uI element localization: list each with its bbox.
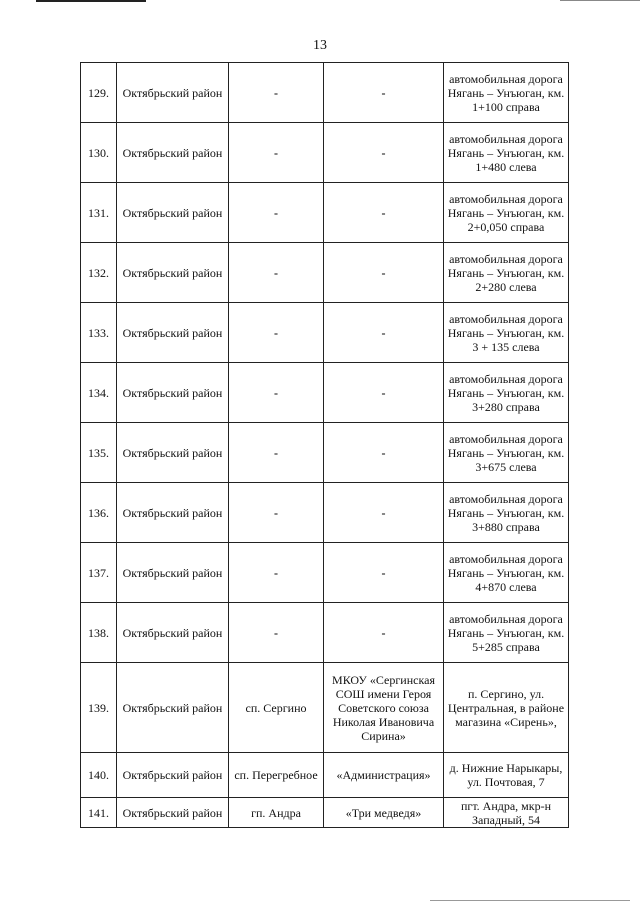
- page-number: 13: [313, 38, 327, 53]
- district-cell: Октябрьский район: [117, 183, 229, 243]
- district-cell: Октябрьский район: [117, 543, 229, 603]
- location-cell: автомобильная дорога Нягань – Унъюган, км. 1+100 справа: [444, 63, 569, 123]
- table-row: [81, 63, 569, 123]
- row-number: 130.: [81, 123, 117, 183]
- settlement-cell: -: [229, 423, 324, 483]
- row-number: 134.: [81, 363, 117, 423]
- settlement-cell: сп. Сергино: [229, 663, 324, 753]
- row-number: 129.: [81, 63, 117, 123]
- table-row: [81, 483, 569, 543]
- row-number: 140.: [81, 753, 117, 798]
- object-cell: -: [324, 543, 444, 603]
- row-number: 136.: [81, 483, 117, 543]
- location-cell: пгт. Андра, мкр-н Западный, 54: [444, 798, 569, 828]
- location-cell: автомобильная дорога Нягань – Унъюган, км. 2+280 слева: [444, 243, 569, 303]
- location-cell: автомобильная дорога Нягань – Унъюган, км. 4+870 слева: [444, 543, 569, 603]
- location-cell: автомобильная дорога Нягань – Унъюган, км. 2+0,050 справа: [444, 183, 569, 243]
- row-number: 132.: [81, 243, 117, 303]
- object-cell: -: [324, 363, 444, 423]
- scan-artifact-bottom: [430, 900, 630, 901]
- district-cell: Октябрьский район: [117, 663, 229, 753]
- location-cell: автомобильная дорога Нягань – Унъюган, км. 3+880 справа: [444, 483, 569, 543]
- object-cell: -: [324, 483, 444, 543]
- location-cell: автомобильная дорога Нягань – Унъюган, км. 3+675 слева: [444, 423, 569, 483]
- location-cell: п. Сергино, ул. Центральная, в районе магазина «Сирень»,: [444, 663, 569, 753]
- row-number: 137.: [81, 543, 117, 603]
- settlement-cell: -: [229, 123, 324, 183]
- row-number: 141.: [81, 798, 117, 828]
- row-number: 135.: [81, 423, 117, 483]
- district-cell: Октябрьский район: [117, 363, 229, 423]
- settlement-cell: -: [229, 543, 324, 603]
- object-cell: -: [324, 423, 444, 483]
- location-cell: автомобильная дорога Нягань – Унъюган, км. 5+285 справа: [444, 603, 569, 663]
- row-number: 139.: [81, 663, 117, 753]
- district-cell: Октябрьский район: [117, 753, 229, 798]
- settlement-cell: -: [229, 603, 324, 663]
- object-cell: -: [324, 183, 444, 243]
- district-cell: Октябрьский район: [117, 423, 229, 483]
- scan-artifact-top-right: [560, 0, 640, 1]
- table-row: [81, 123, 569, 183]
- table-row: [81, 798, 569, 828]
- location-cell: автомобильная дорога Нягань – Унъюган, км. 3 + 135 слева: [444, 303, 569, 363]
- table-row: [81, 603, 569, 663]
- row-number: 131.: [81, 183, 117, 243]
- table-row: [81, 423, 569, 483]
- object-cell: -: [324, 123, 444, 183]
- district-cell: Октябрьский район: [117, 63, 229, 123]
- table-row: [81, 243, 569, 303]
- settlement-cell: сп. Перегребное: [229, 753, 324, 798]
- table-row: [81, 663, 569, 753]
- settlement-cell: -: [229, 483, 324, 543]
- object-cell: «Администрация»: [324, 753, 444, 798]
- settlement-cell: -: [229, 183, 324, 243]
- row-number: 138.: [81, 603, 117, 663]
- district-cell: Октябрьский район: [117, 483, 229, 543]
- table-row: [81, 303, 569, 363]
- locations-table: [80, 62, 569, 828]
- district-cell: Октябрьский район: [117, 603, 229, 663]
- row-number: 133.: [81, 303, 117, 363]
- district-cell: Октябрьский район: [117, 303, 229, 363]
- settlement-cell: -: [229, 363, 324, 423]
- settlement-cell: -: [229, 303, 324, 363]
- object-cell: -: [324, 303, 444, 363]
- location-cell: автомобильная дорога Нягань – Унъюган, км. 1+480 слева: [444, 123, 569, 183]
- table-row: [81, 543, 569, 603]
- object-cell: «Три медведя»: [324, 798, 444, 828]
- object-cell: -: [324, 603, 444, 663]
- settlement-cell: -: [229, 243, 324, 303]
- district-cell: Октябрьский район: [117, 243, 229, 303]
- table-row: [81, 183, 569, 243]
- object-cell: МКОУ «Сергинская СОШ имени Героя Советского союза Николая Ивановича Сирина»: [324, 663, 444, 753]
- district-cell: Октябрьский район: [117, 123, 229, 183]
- table-row: [81, 753, 569, 798]
- object-cell: -: [324, 243, 444, 303]
- settlement-cell: гп. Андра: [229, 798, 324, 828]
- table-row: [81, 363, 569, 423]
- location-cell: автомобильная дорога Нягань – Унъюган, км. 3+280 справа: [444, 363, 569, 423]
- object-cell: -: [324, 63, 444, 123]
- scan-artifact-top: [36, 0, 146, 2]
- district-cell: Октябрьский район: [117, 798, 229, 828]
- settlement-cell: -: [229, 63, 324, 123]
- location-cell: д. Нижние Нарыкары, ул. Почтовая, 7: [444, 753, 569, 798]
